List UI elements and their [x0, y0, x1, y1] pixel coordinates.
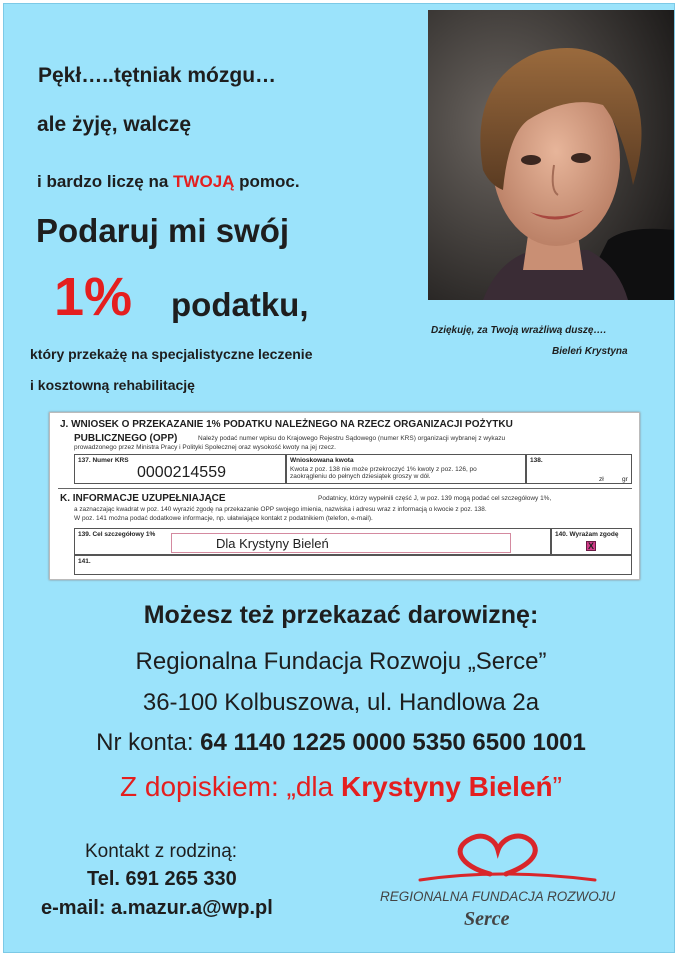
section-k-title: K. INFORMACJE UZUPEŁNIAJĄCE [60, 493, 226, 504]
thanks-text: Dziękuję, za Twoją wrażliwą duszę…. [431, 325, 607, 336]
portrait-photo [428, 10, 674, 300]
krs-label: 137. Numer KRS [78, 457, 129, 464]
consent-field [551, 528, 632, 555]
krs-value: 0000214559 [137, 464, 226, 481]
percent-text: 1% [54, 267, 133, 327]
krs-field [74, 454, 286, 484]
section-j-title-2: PUBLICZNEGO (OPP) [74, 433, 178, 444]
podatku-text: podatku, [171, 286, 309, 323]
field-141 [74, 555, 632, 575]
section-k-note-1: Podatnicy, którzy wypełnili część J, w poz. 139 mogą podać cel szczegółowy 1%, [318, 495, 552, 502]
amount-value-field [526, 454, 632, 484]
consent-mark: X [587, 541, 594, 551]
donation-heading: Możesz też przekazać darowiznę: [143, 601, 539, 629]
field-138-label: 138. [530, 457, 543, 464]
section-j-note-1: Należy podać numer wpisu do Krajowego Rejestru Sądowego (numer KRS) organizacji wybranej z wykazu [198, 435, 506, 442]
thanks-signature: Bieleń Krystyna [552, 346, 628, 357]
gr-label: gr [622, 476, 628, 483]
headline-line-2: ale żyję, walczę [37, 113, 192, 136]
headline-line-3-end: pomoc. [234, 172, 300, 191]
donation-note-start: Z dopiskiem: „dla [120, 771, 341, 802]
headline-line-1: Pękł…..tętniak mózgu… [38, 64, 277, 87]
heart-icon [380, 828, 640, 888]
donation-account [0, 729, 682, 757]
goal-field [74, 528, 551, 555]
contact-phone: Tel. 691 265 330 [87, 868, 237, 890]
amount-note-2: zaokrągleniu do pełnych dziesiątek groszy w dół. [290, 473, 431, 480]
goal-value: Dla Krystyny Bieleń [216, 536, 329, 551]
amount-note-1: Kwota z poz. 138 nie może przekroczyć 1% kwoty z poz. 126, po [290, 466, 477, 473]
section-k-note-2: a zaznaczając kwadrat w poz. 140 wyrazić zgodę na przekazanie OPP swojego imienia, nazwiska i adresu wraz z informacją o kwocie z poz. 138. [74, 506, 487, 513]
headline-line-6: który przekażę na specjalistyczne leczenie [30, 346, 313, 362]
amount-label-field [286, 454, 526, 484]
section-divider [58, 488, 632, 489]
section-j-title: J. WNIOSEK O PRZEKAZANIE 1% PODATKU NALEŻNEGO NA RZECZ ORGANIZACJI POŻYTKU [60, 419, 513, 430]
donation-org: Regionalna Fundacja Rozwoju „Serce” [135, 648, 547, 675]
headline-line-4: Podaruj mi swój [36, 212, 290, 249]
goal-label: 139. Cel szczegółowy 1% [78, 531, 156, 538]
account-label: Nr konta: [96, 729, 201, 756]
goal-value-box [171, 533, 511, 553]
headline-emphasis: TWOJĄ [173, 172, 235, 191]
section-j-note-2: prowadzonego przez Ministra Pracy i Polityki Społecznej oraz wysokość kwoty na jej rzecz. [74, 444, 336, 451]
headline-line-3-start: i bardzo liczę na [37, 172, 174, 191]
donation-address: 36-100 Kolbuszowa, ul. Handlowa 2a [142, 689, 540, 716]
headline-line-3 [37, 172, 300, 192]
logo-line-2: Serce [464, 908, 510, 930]
contact-heading: Kontakt z rodziną: [85, 841, 238, 862]
consent-label: 140. Wyrażam zgodę [555, 531, 619, 538]
tax-form [49, 412, 640, 580]
consent-checkbox [586, 541, 596, 551]
amount-label: Wnioskowana kwota [290, 457, 354, 464]
headline-line-7: i kosztowną rehabilitację [30, 377, 195, 393]
zl-label: zł [599, 476, 604, 483]
donation-note-name: Krystyny Bieleń [341, 771, 553, 802]
serce-logo [380, 828, 640, 938]
contact-email: e-mail: a.mazur.a@wp.pl [41, 897, 273, 919]
section-k-note-3: W poz. 141 można podać dodatkowe informacje, np. ułatwiające kontakt z podatnikiem (telefon, e-mail). [74, 515, 373, 522]
donation-note-end: ” [552, 771, 562, 802]
donation-note [0, 771, 682, 803]
field-141-label: 141. [78, 558, 91, 565]
account-number: 64 1140 1225 0000 5350 6500 1001 [200, 729, 586, 756]
logo-line-1: REGIONALNA FUNDACJA ROZWOJU [380, 889, 616, 904]
